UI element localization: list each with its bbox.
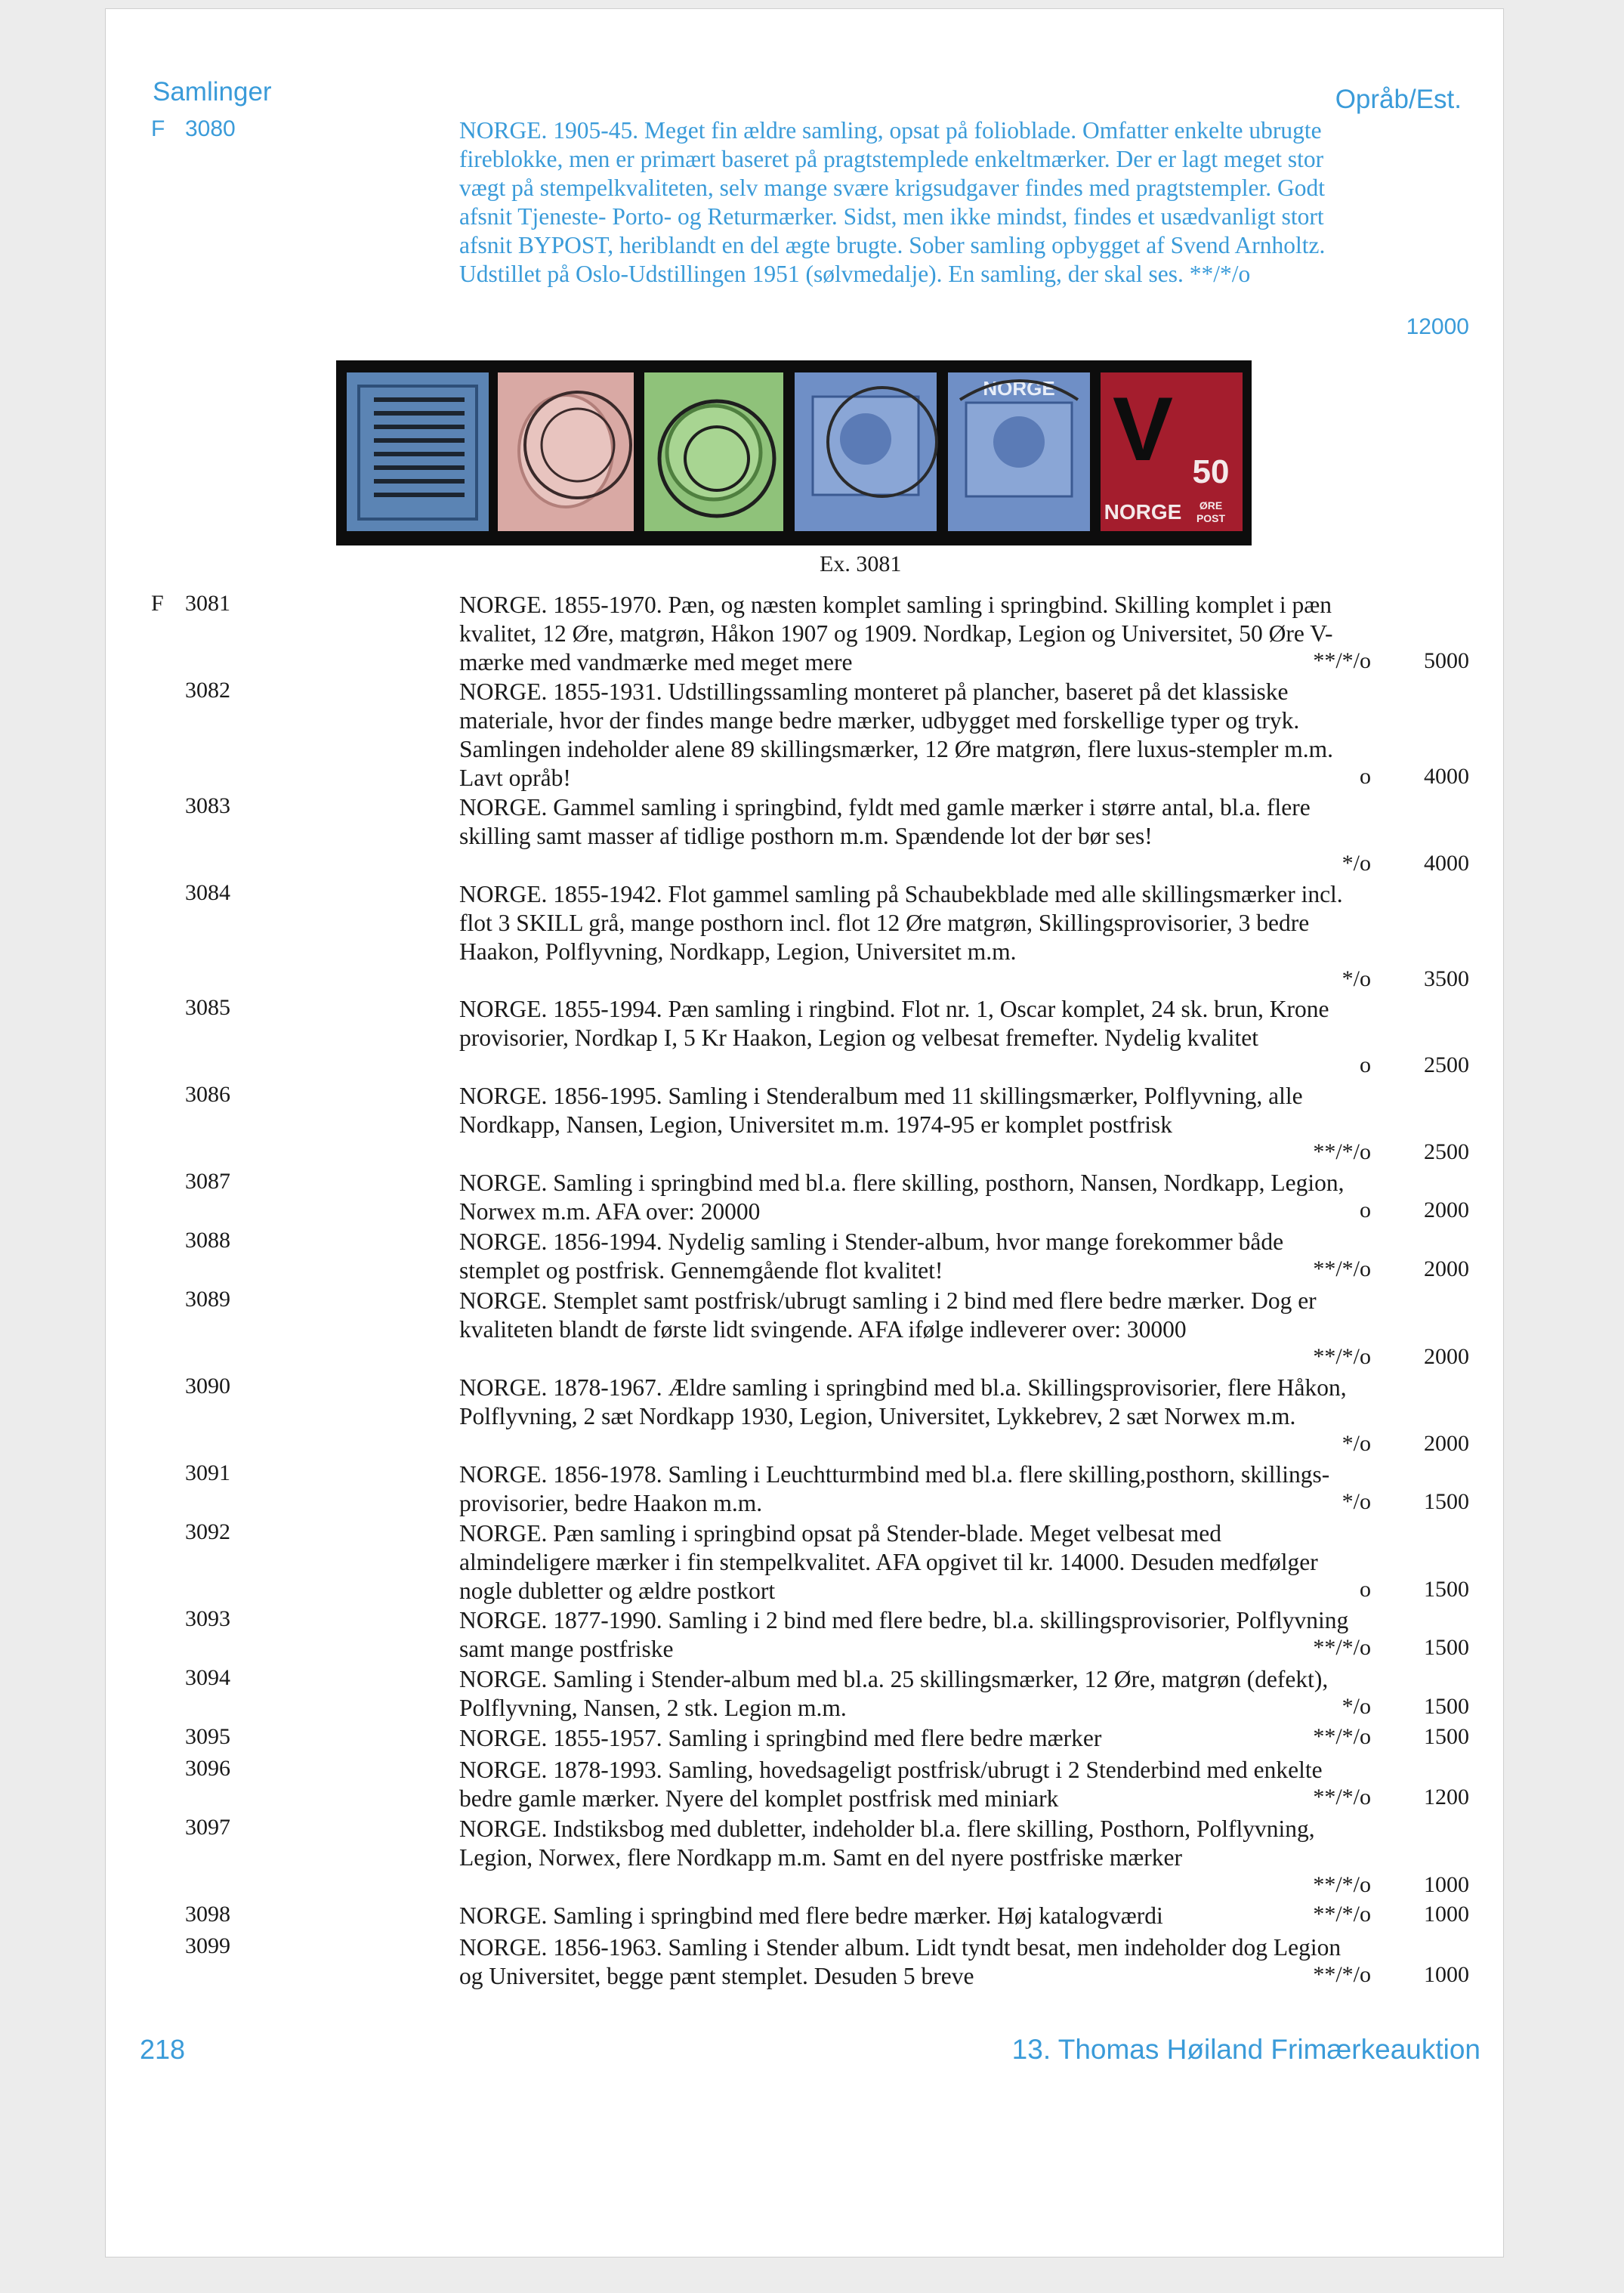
lot-number: 3094	[185, 1665, 230, 1690]
lot-condition: **/*/o	[1313, 1724, 1371, 1749]
svg-text:50: 50	[1192, 453, 1230, 490]
lot-estimate: 2000	[1424, 1431, 1469, 1456]
lot-number: 3081	[185, 591, 230, 616]
lot-condition: **/*/o	[1313, 1872, 1371, 1897]
svg-text:NORGE: NORGE	[1104, 500, 1182, 524]
lot-description: NORGE. 1877-1990. Samling i 2 bind med flere bedre, bl.a. skillingsprovisorier, Polflyvning samt mange postfriske	[459, 1607, 1349, 1662]
lot-description: NORGE. 1855-1931. Udstillingssamling monteret på plancher, baseret på det klassiske materiale, hvor der findes mange bedre mærker, udbygget med forskellige typer og tryk. Samlingen indeholder alene 89 skillingsmærker, 12 Øre matgrøn, flere luxus-stempler m.m. Lavt opråb!	[459, 678, 1333, 791]
lot-estimate: 1000	[1424, 1902, 1469, 1927]
lot-estimate: 1500	[1424, 1577, 1469, 1602]
lot-description: NORGE. Gammel samling i springbind, fyldt med gamle mærker i større antal, bl.a. flere skilling samt masser af tidlige posthorn m.m. Spændende lot der bør ses!	[459, 794, 1311, 849]
lot-description: NORGE. 1878-1993. Samling, hovedsageligt postfrisk/ubrugt i 2 Stenderbind med enkelte bedre gamle mærker. Nyere del komplet postfrisk med miniark	[459, 1757, 1323, 1812]
lot-condition: */o	[1341, 851, 1371, 876]
lot-estimate: 1000	[1424, 1872, 1469, 1897]
stamp-rose-oscar	[495, 369, 637, 534]
lot-number: 3092	[185, 1519, 230, 1544]
lot-estimate: 1500	[1424, 1489, 1469, 1514]
lot-estimate: 3500	[1424, 966, 1469, 991]
lot-estimate: 1500	[1424, 1694, 1469, 1719]
lot-description: NORGE. Indstiksbog med dubletter, indeholder bl.a. flere skilling, Posthorn, Polflyvning, Legion, Norwex, flere Nordkapp m.m. Samt en del nyere postfriske mærker	[459, 1816, 1315, 1871]
lot-number: 3085	[185, 995, 230, 1020]
stamp-skilling-blue	[344, 369, 492, 534]
stamp-image	[336, 360, 1252, 545]
stamp-blue-haakon-2	[945, 369, 1093, 534]
lot-number: 3095	[185, 1724, 230, 1749]
svg-text:V: V	[1112, 379, 1174, 480]
lot-description: NORGE. Samling i springbind med bl.a. flere skilling, posthorn, Nansen, Nordkapp, Legion, Norwex m.m. AFA over: 20000	[459, 1170, 1345, 1225]
image-caption: Ex. 3081	[820, 552, 902, 576]
lot-estimate: 2500	[1424, 1052, 1469, 1077]
lot-number: 3093	[185, 1606, 230, 1631]
lot-estimate: 2000	[1424, 1344, 1469, 1369]
lot-description: NORGE. 1878-1967. Ældre samling i springbind med bl.a. Skillingsprovisorier, flere Håkon, Polflyvning, 2 sæt Nordkapp 1930, Legion, Universitet, Lykkebrev, 2 sæt Norwex m.m.	[459, 1374, 1347, 1429]
lot-description: NORGE. 1855-1970. Pæn, og næsten komplet samling i springbind. Skilling komplet i pæn kvalitet, 12 Øre, matgrøn, Håkon 1907 og 1909. Nordkap, Legion og Universitet, 50 Øre V-mærke med vandmærke med meget mere	[459, 592, 1333, 675]
lot-number: 3088	[185, 1228, 230, 1253]
lot-condition: o	[1360, 1052, 1371, 1077]
lot-condition: o	[1360, 764, 1371, 789]
lot-prefix: F	[151, 591, 164, 616]
lot-estimate: 2000	[1424, 1256, 1469, 1281]
lot-estimate: 4000	[1424, 764, 1469, 789]
lot-number: 3087	[185, 1169, 230, 1194]
lot-estimate: 1200	[1424, 1785, 1469, 1809]
lot-description: NORGE. 1856-1994. Nydelig samling i Stender-album, hvor mange forekommer både stemplet og postfrisk. Gennemgående flot kvalitet!	[459, 1228, 1284, 1284]
lot-estimate: 1500	[1424, 1724, 1469, 1749]
lot-description: NORGE. Pæn samling i springbind opsat på Stender-blade. Meget velbesat med almindeligere mærker i fin stempelkvalitet. AFA opgivet til kr. 14000. Desuden medfølger nogle dubletter og ældre postkort	[459, 1520, 1318, 1604]
svg-text:ØRE: ØRE	[1199, 499, 1223, 511]
footer-title: 13. Thomas Høiland Frimærkeauktion	[1011, 2034, 1480, 2065]
lot-number: 3097	[185, 1815, 230, 1840]
lot-description: NORGE. Samling i springbind med flere bedre mærker. Høj katalogværdi	[459, 1902, 1163, 1929]
stamp-blue-haakon-1	[792, 369, 940, 534]
lot-number: 3080	[185, 116, 236, 141]
svg-text:POST: POST	[1196, 512, 1226, 524]
lot-condition: */o	[1341, 966, 1371, 991]
stamp-green-posthorn	[641, 369, 786, 534]
lot-description: NORGE. 1905-45. Meget fin ældre samling, opsat på folioblade. Omfatter enkelte ubrugte fireblokke, men er primært baseret på pragtstemplede enkeltmærker. Der er lagt meget stor vægt på stempelkvaliteten, selv mange svære krigsudgaver findes med pragtstempler. Godt afsnit Tjeneste- Porto- og Returmærker. Sidst, men ikke mindst, findes et usædvanligt stort afsnit BYPOST, heriblandt en del ægte brugte. Sober samling opbygget af Svend Arnholtz. Udstillet på Oslo-Udstillingen 1951 (sølvmedalje). En samling, der skal ses. **/*/o	[459, 117, 1326, 287]
lot-description: NORGE. 1855-1957. Samling i springbind med flere bedre mærker	[459, 1725, 1102, 1751]
lot-number: 3099	[185, 1933, 230, 1958]
lot-condition: */o	[1341, 1694, 1371, 1719]
lot-condition: **/*/o	[1313, 1256, 1371, 1281]
lot-number: 3083	[185, 793, 230, 818]
lot-number: 3084	[185, 880, 230, 905]
lot-description: NORGE. 1856-1963. Samling i Stender album. Lidt tyndt besat, men indeholder dog Legion og Universitet, begge pænt stemplet. Desuden 5 breve	[459, 1934, 1341, 1989]
page-number: 218	[140, 2034, 186, 2065]
lot-estimate: 1500	[1424, 1635, 1469, 1660]
lot-number: 3096	[185, 1756, 230, 1781]
lot-description: NORGE. 1855-1994. Pæn samling i ringbind. Flot nr. 1, Oscar komplet, 24 sk. brun, Krone provisorier, Nordkap I, 5 Kr Haakon, Legion og velbesat fremefter. Nydelig kvalitet	[459, 996, 1329, 1051]
lot-estimate: 2000	[1424, 1197, 1469, 1222]
lot-condition: **/*/o	[1313, 1962, 1371, 1987]
lot-description: NORGE. 1856-1995. Samling i Stenderalbum med 11 skillingsmærker, Polflyvning, alle Nordkapp, Nansen, Legion, Universitet m.m. 1974-95 er komplet postfrisk	[459, 1083, 1303, 1138]
lot-number: 3082	[185, 678, 230, 703]
lot-entry	[151, 116, 1469, 343]
lot-condition: */o	[1341, 1489, 1371, 1514]
lot-estimate: 1000	[1424, 1962, 1469, 1987]
lot-estimate: 12000	[1406, 314, 1469, 339]
stamp-red-v-overprint	[1098, 369, 1246, 534]
lot-prefix: F	[151, 116, 165, 141]
lot-number: 3091	[185, 1460, 230, 1485]
lot-description: NORGE. 1855-1942. Flot gammel samling på Schaubekblade med alle skillingsmærker incl. flot 3 SKILL grå, mange posthorn incl. flot 12 Øre matgrøn, Skillingsprovisorier, 3 bedre Haakon, Polflyvning, Nordkapp, Legion, Universitet m.m.	[459, 881, 1343, 965]
price-column-heading: Opråb/Est.	[1335, 85, 1462, 114]
lot-number: 3090	[185, 1374, 230, 1398]
lot-condition: **/*/o	[1313, 1344, 1371, 1369]
lot-number: 3089	[185, 1287, 230, 1312]
lot-condition: */o	[1341, 1431, 1371, 1456]
lot-condition: **/*/o	[1313, 1902, 1371, 1927]
svg-text:NORGE: NORGE	[983, 377, 1055, 400]
lot-number: 3086	[185, 1082, 230, 1107]
lot-estimate: 2500	[1424, 1139, 1469, 1164]
lot-condition: **/*/o	[1313, 1139, 1371, 1164]
lot-number: 3098	[185, 1902, 230, 1927]
lot-description: NORGE. 1856-1978. Samling i Leuchtturmbind med bl.a. flere skilling,posthorn, skillings-provisorier, bedre Haakon m.m.	[459, 1461, 1330, 1516]
lot-estimate: 5000	[1424, 648, 1469, 673]
lot-condition: **/*/o	[1313, 1635, 1371, 1660]
catalog-page	[106, 9, 1503, 2257]
lot-description: NORGE. Samling i Stender-album med bl.a. 25 skillingsmærker, 12 Øre, matgrøn (defekt), Polflyvning, Nansen, 2 stk. Legion m.m.	[459, 1666, 1329, 1721]
lot-condition: o	[1360, 1577, 1371, 1602]
lot-condition: **/*/o	[1313, 1785, 1371, 1809]
lot-estimate: 4000	[1424, 851, 1469, 876]
lot-condition: o	[1360, 1197, 1371, 1222]
lot-condition: **/*/o	[1313, 648, 1371, 673]
section-heading: Samlinger	[153, 77, 272, 107]
lot-description: NORGE. Stemplet samt postfrisk/ubrugt samling i 2 bind med flere bedre mærker. Dog er kvaliteten blandt de første lidt svingende. AFA ifølge indleverer over: 30000	[459, 1287, 1317, 1343]
